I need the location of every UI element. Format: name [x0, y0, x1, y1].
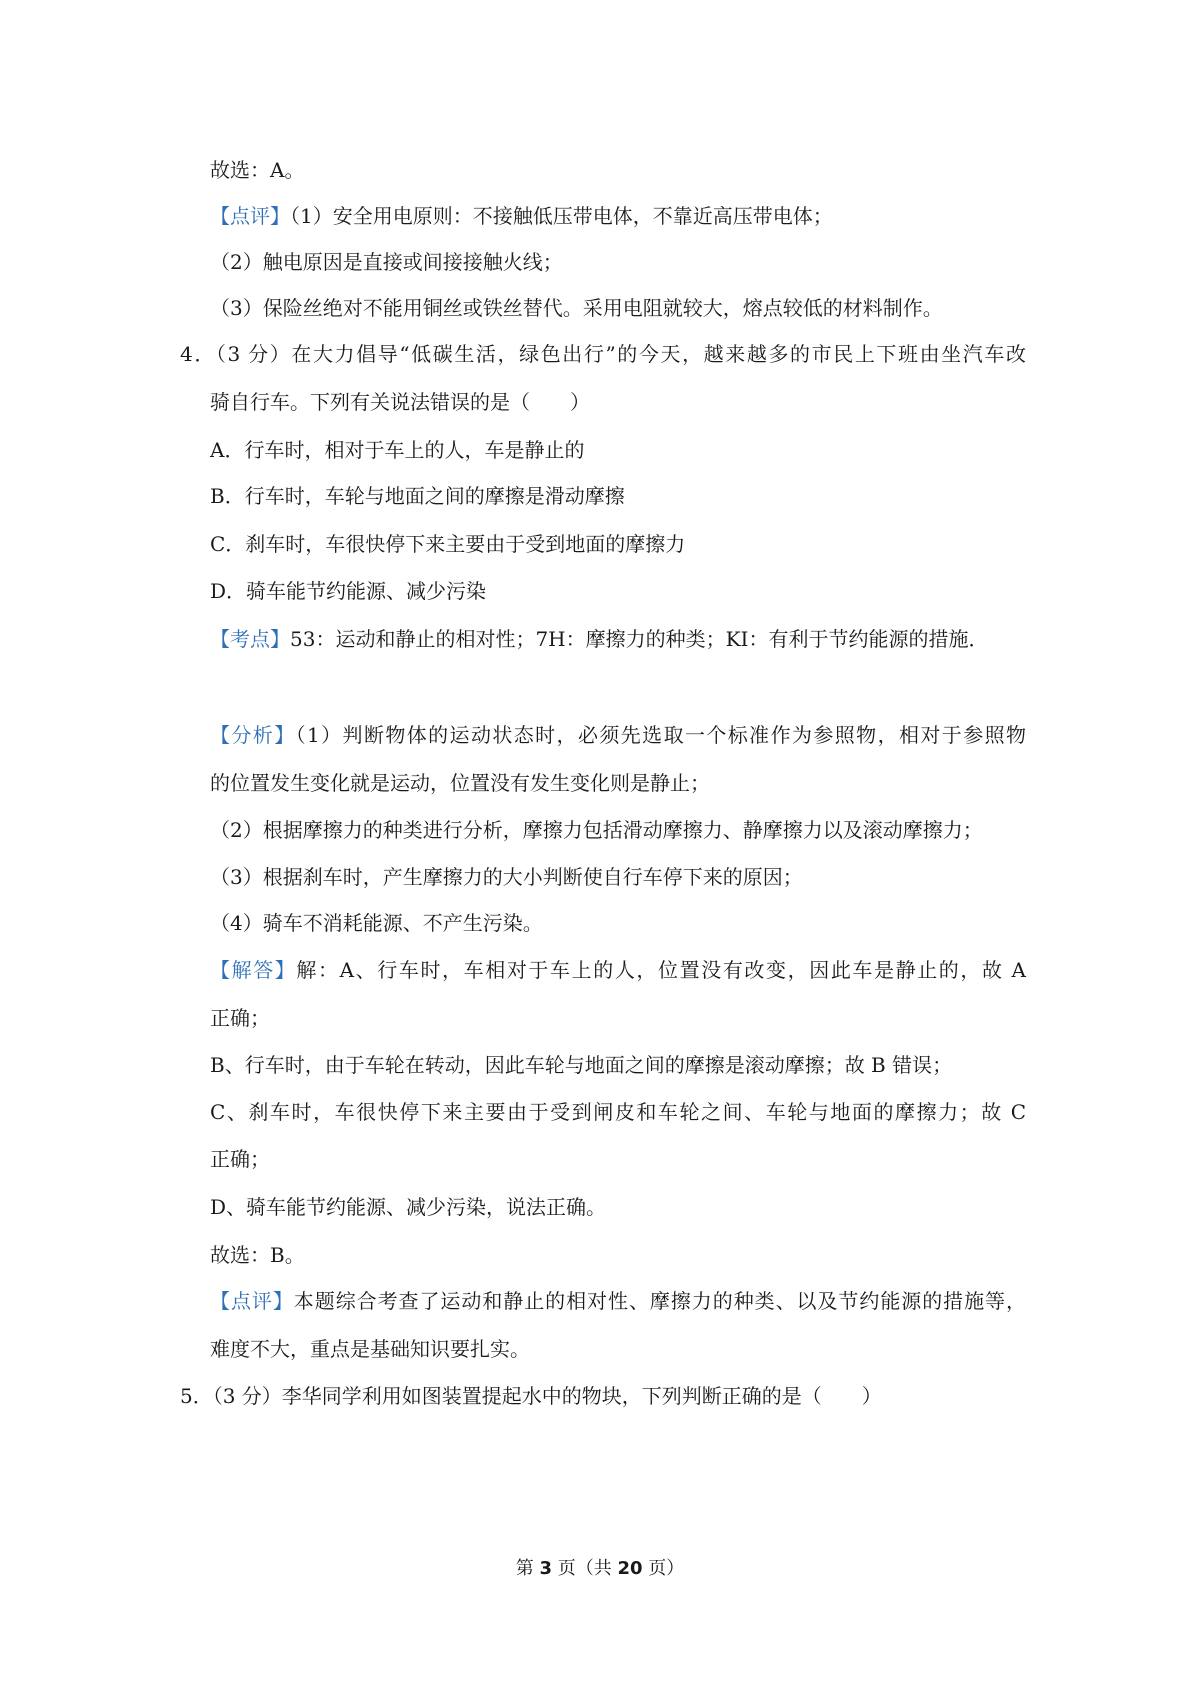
q4-kaodian: 【考点】53：运动和静止的相对性；7H：摩擦力的种类；KI：有利于节约能源的措施．	[210, 627, 989, 651]
q4-jieda-line-2: 正确；	[210, 1006, 270, 1030]
dianping-tag: 【点评】	[210, 1289, 294, 1313]
q4-fenxi-line-2: 的位置发生变化就是运动，位置没有发生变化则是静止；	[210, 771, 710, 795]
page-number: 3	[539, 1558, 552, 1579]
q5-stem: 5．（3 分）李华同学利用如图装置提起水中的物块，下列判断正确的是（ ）	[180, 1384, 882, 1408]
q3-comment-line-2: （2）触电原因是直接或间接接触火线；	[210, 250, 563, 274]
kaodian-tag: 【考点】	[210, 627, 290, 651]
q4-option-a: A．行车时，相对于车上的人，车是静止的	[210, 438, 585, 462]
page-total: 20	[617, 1558, 643, 1579]
q4-jieda-line-3: B、行车时，由于车轮在转动，因此车轮与地面之间的摩擦是滚动摩擦；故 B 错误；	[210, 1053, 953, 1077]
q4-jieda-line-1: 【解答】解：A、行车时，车相对于车上的人，位置没有改变，因此车是静止的，故 A	[210, 958, 1027, 982]
q4-option-b: B．行车时，车轮与地面之间的摩擦是滑动摩擦	[210, 484, 625, 508]
page-footer: 第 3 页（共 20 页）	[515, 1558, 685, 1579]
q4-fenxi-line-4: （3）根据刹车时，产生摩擦力的大小判断使自行车停下来的原因；	[210, 865, 803, 889]
q4-option-c: C．刹车时，车很快停下来主要由于受到地面的摩擦力	[210, 532, 686, 556]
jieda-tag: 【解答】	[210, 958, 297, 982]
fenxi-tag: 【分析】	[210, 723, 296, 747]
q4-jieda-line-5: 正确；	[210, 1147, 270, 1171]
q4-fenxi-line-3: （2）根据摩擦力的种类进行分析，摩擦力包括滑动摩擦力、静摩擦力以及滚动摩擦力；	[210, 818, 983, 842]
q3-answer: 故选：A。	[210, 158, 305, 182]
q3-comment-line-3: （3）保险丝绝对不能用铜丝或铁丝替代。采用电阻就较大，熔点较低的材料制作。	[210, 296, 943, 320]
q4-dianping-line-1: 【点评】本题综合考查了运动和静止的相对性、摩擦力的种类、以及节约能源的措施等，	[210, 1289, 1027, 1313]
q4-stem-line-2: 骑自行车。下列有关说法错误的是（ ）	[210, 390, 590, 414]
q4-jieda-line-6: D、骑车能节约能源、减少污染，说法正确。	[210, 1195, 607, 1219]
q4-fenxi-line-1: 【分析】（1）判断物体的运动状态时，必须先选取一个标准作为参照物，相对于参照物	[210, 723, 1026, 747]
q4-dianping-line-2: 难度不大，重点是基础知识要扎实。	[210, 1337, 530, 1361]
q4-stem-line-1: 4．（3 分）在大力倡导“低碳生活，绿色出行”的今天，越来越多的市民上下班由坐汽车改	[180, 342, 1026, 366]
comment-tag: 【点评】	[210, 204, 290, 228]
q4-fenxi-line-5: （4）骑车不消耗能源、不产生污染。	[210, 911, 543, 935]
q3-comment-line-1: 【点评】（1）安全用电原则：不接触低压带电体，不靠近高压带电体；	[210, 204, 833, 228]
q4-option-d: D．骑车能节约能源、减少污染	[210, 579, 487, 603]
q4-answer: 故选：B。	[210, 1243, 305, 1267]
q4-jieda-line-4: C、刹车时，车很快停下来主要由于受到闸皮和车轮之间、车轮与地面的摩擦力；故 C	[210, 1100, 1026, 1124]
